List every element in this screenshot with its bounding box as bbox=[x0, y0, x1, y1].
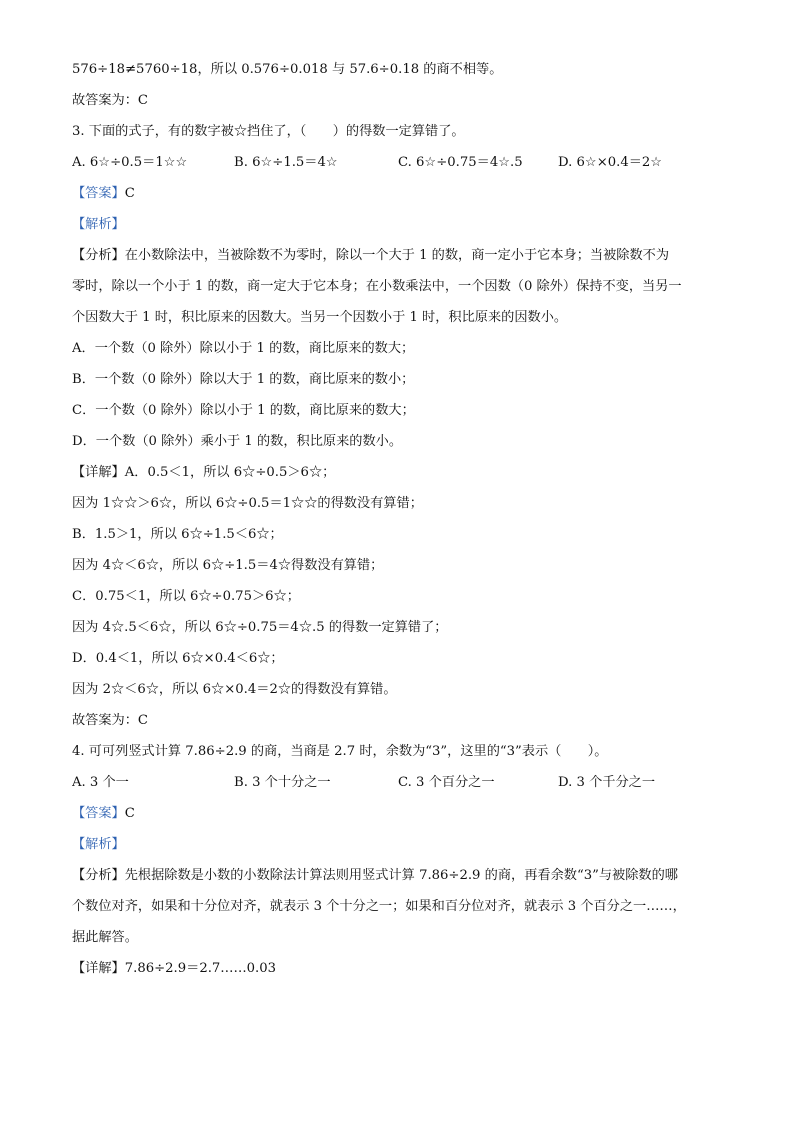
text-line: B．1.5＞1，所以 6☆÷1.5＜6☆； bbox=[72, 527, 283, 542]
xiangjie-tag: 【详解】 bbox=[72, 961, 125, 976]
fenxi-text: 先根据除数是小数的小数除法计算法则用竖式计算 7.86÷2.9 的商，再看余数“3”与被除数的哪 bbox=[124, 868, 678, 883]
fenxi-tag: 【分析】 bbox=[72, 248, 125, 263]
text-line: D．一个数（0 除外）乘小于 1 的数，积比原来的数小。 bbox=[72, 434, 403, 449]
option-d: D. 3 个千分之一 bbox=[558, 775, 656, 790]
analysis-heading bbox=[72, 835, 727, 855]
option-c: C. 6☆÷0.75＝4☆.5 bbox=[398, 155, 523, 170]
analysis-tag: 【解析】 bbox=[72, 837, 125, 852]
answer-tag: 【答案】 bbox=[72, 186, 125, 201]
xiangjie-line bbox=[72, 463, 727, 483]
fenxi-tag: 【分析】 bbox=[72, 868, 125, 883]
question-4-options bbox=[72, 773, 727, 793]
text-line: A．一个数（0 除外）除以小于 1 的数，商比原来的数大； bbox=[72, 341, 415, 356]
answer-line bbox=[72, 804, 727, 824]
option-c: C. 3 个百分之一 bbox=[398, 775, 495, 790]
fenxi-text: 在小数除法中，当被除数不为零时，除以一个大于 1 的数，商一定小于它本身；当被除数不为 bbox=[124, 248, 670, 263]
question-3: 3. 下面的式子，有的数字被☆挡住了，（ ）的得数一定算错了。 bbox=[72, 124, 465, 139]
question-3-options bbox=[72, 153, 727, 173]
fenxi-line bbox=[72, 246, 727, 266]
fenxi-line bbox=[72, 866, 727, 886]
fenxi-line: 个因数大于 1 时，积比原来的因数大。当另一个因数小于 1 时，积比原来的因数小。 bbox=[72, 310, 568, 325]
xiangjie-text: 7.86÷2.9＝2.7……0.03 bbox=[124, 961, 277, 976]
text-line: 因为 2☆＜6☆，所以 6☆×0.4＝2☆的得数没有算错。 bbox=[72, 682, 397, 697]
text-line: 576÷18≠5760÷18，所以 0.576÷0.018 与 57.6÷0.18 的商不相等。 bbox=[72, 62, 503, 77]
option-b: B. 6☆÷1.5＝4☆ bbox=[234, 155, 338, 170]
answer-value: C bbox=[124, 806, 135, 821]
text-line: 因为 4☆＜6☆，所以 6☆÷1.5＝4☆得数没有算错； bbox=[72, 558, 384, 573]
text-line: C．0.75＜1，所以 6☆÷0.75＞6☆； bbox=[72, 589, 300, 604]
option-d: D. 6☆×0.4＝2☆ bbox=[558, 155, 663, 170]
option-a: A. 3 个一 bbox=[72, 775, 129, 790]
option-a: A. 6☆÷0.5＝1☆☆ bbox=[72, 155, 188, 170]
text-line: 因为 1☆☆＞6☆，所以 6☆÷0.5＝1☆☆的得数没有算错； bbox=[72, 496, 423, 511]
answer-tag: 【答案】 bbox=[72, 806, 125, 821]
question-4: 4. 可可列竖式计算 7.86÷2.9 的商，当商是 2.7 时，余数为“3”，这里的“3”表示（ ）。 bbox=[72, 744, 608, 759]
text-line: D．0.4＜1，所以 6☆×0.4＜6☆； bbox=[72, 651, 284, 666]
answer-summary: 故答案为：C bbox=[72, 93, 149, 108]
fenxi-line: 据此解答。 bbox=[72, 930, 138, 945]
xiangjie-text: A．0.5＜1，所以 6☆÷0.5＞6☆； bbox=[124, 465, 336, 480]
xiangjie-line bbox=[72, 959, 727, 979]
text-line: C．一个数（0 除外）除以小于 1 的数，商比原来的数大； bbox=[72, 403, 415, 418]
xiangjie-tag: 【详解】 bbox=[72, 465, 125, 480]
option-b: B. 3 个十分之一 bbox=[234, 775, 331, 790]
text-line: 因为 4☆.5＜6☆，所以 6☆÷0.75＝4☆.5 的得数一定算错了； bbox=[72, 620, 448, 635]
analysis-tag: 【解析】 bbox=[72, 217, 125, 232]
analysis-heading bbox=[72, 215, 727, 235]
text-line: B．一个数（0 除外）除以大于 1 的数，商比原来的数小； bbox=[72, 372, 415, 387]
answer-value: C bbox=[124, 186, 135, 201]
answer-summary: 故答案为：C bbox=[72, 713, 149, 728]
document-page bbox=[72, 60, 727, 979]
fenxi-line: 零时，除以一个小于 1 的数，商一定大于它本身；在小数乘法中，一个因数（0 除外）保持不变，当另一 bbox=[72, 279, 682, 294]
answer-line bbox=[72, 184, 727, 204]
fenxi-line: 个数位对齐，如果和十分位对齐，就表示 3 个十分之一；如果和百分位对齐，就表示 3 个百分之一……， bbox=[72, 899, 686, 914]
